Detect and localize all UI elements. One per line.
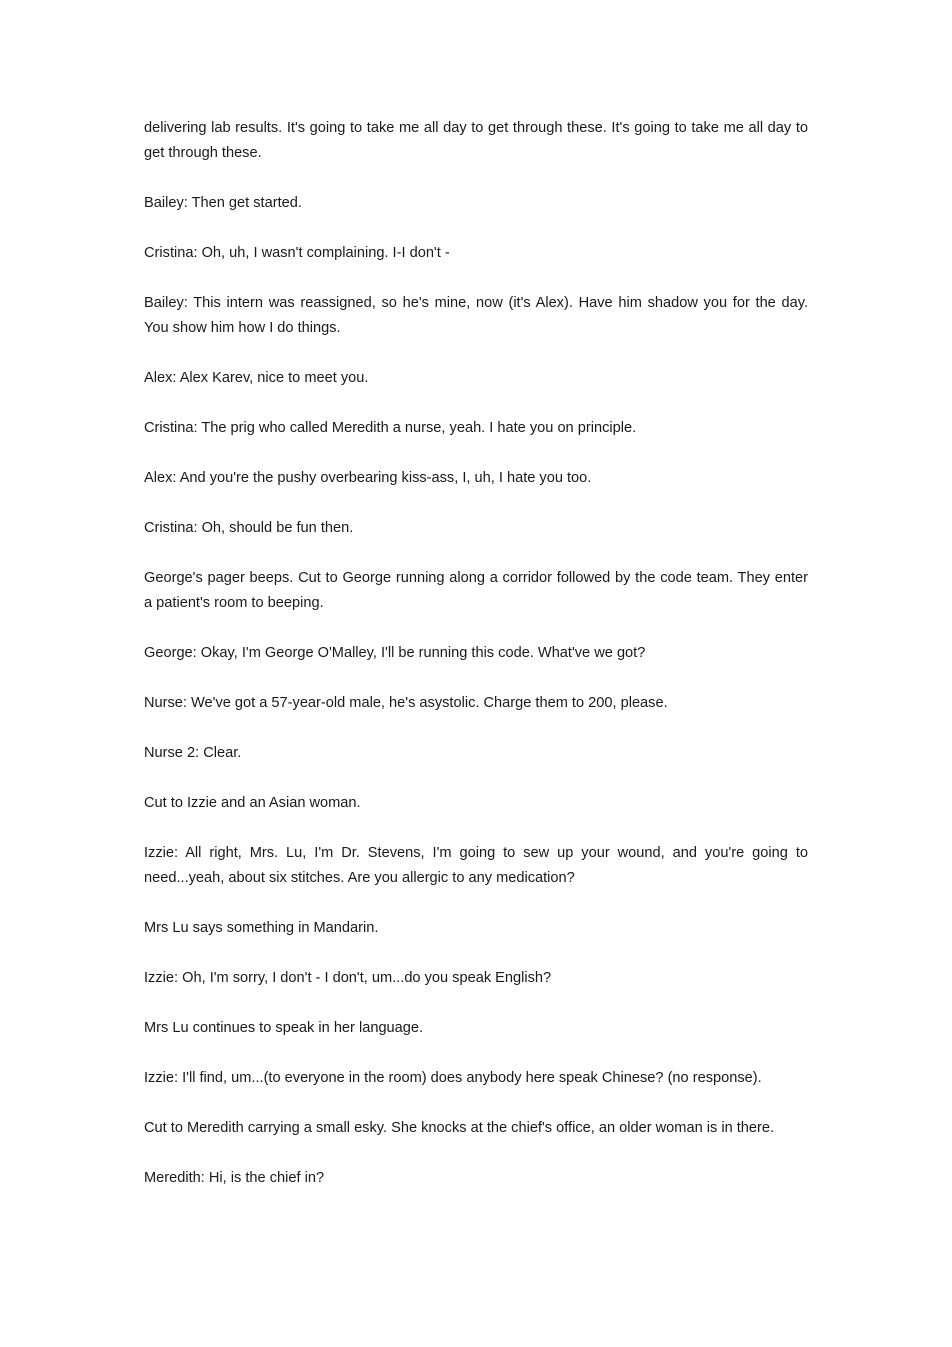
paragraph-cut-meredith: Cut to Meredith carrying a small esky. She knocks at the chief's office, an older woman is in there.	[144, 1120, 775, 1136]
paragraph-alex-pushy: Alex: And you're the pushy overbearing kiss-ass, I, uh, I hate you too.	[144, 470, 592, 486]
paragraph-cristina-prig: Cristina: The prig who called Meredith a nurse, yeah. I hate you on principle.	[144, 420, 637, 436]
paragraph-george-pager: George's pager beeps. Cut to George running along a corridor followed by the code team. They enter a patient's room to beeping.	[144, 570, 808, 611]
paragraph-alex-intro: Alex: Alex Karev, nice to meet you.	[144, 370, 369, 386]
paragraph-cristina-not-complaining: Cristina: Oh, uh, I wasn't complaining. I-I don't -	[144, 245, 450, 261]
paragraph-nurse2-clear: Nurse 2: Clear.	[144, 745, 242, 761]
paragraph-mrs-lu-continues: Mrs Lu continues to speak in her language.	[144, 1020, 424, 1036]
paragraph-bailey-get-started: Bailey: Then get started.	[144, 195, 302, 211]
paragraph-lab-results: delivering lab results. It's going to take me all day to get through these. It's going to take me all day to get through these.	[144, 120, 808, 161]
paragraph-cut-izzie: Cut to Izzie and an Asian woman.	[144, 795, 361, 811]
paragraph-nurse-asystolic: Nurse: We've got a 57-year-old male, he's asystolic. Charge them to 200, please.	[144, 695, 668, 711]
paragraph-mrs-lu-mandarin: Mrs Lu says something in Mandarin.	[144, 920, 379, 936]
paragraph-bailey-intern: Bailey: This intern was reassigned, so he's mine, now (it's Alex). Have him shadow you for the day. You show him how I do things.	[144, 295, 808, 336]
transcript-body	[144, 116, 808, 1216]
paragraph-cristina-fun: Cristina: Oh, should be fun then.	[144, 520, 354, 536]
paragraph-meredith-chief: Meredith: Hi, is the chief in?	[144, 1170, 325, 1186]
paragraph-izzie-stitches: Izzie: All right, Mrs. Lu, I'm Dr. Stevens, I'm going to sew up your wound, and you're going to need...yeah, about six stitches. Are you allergic to any medication?	[144, 845, 808, 886]
paragraph-george-code: George: Okay, I'm George O'Malley, I'll be running this code. What've we got?	[144, 645, 646, 661]
paragraph-izzie-english: Izzie: Oh, I'm sorry, I don't - I don't, um...do you speak English?	[144, 970, 552, 986]
paragraph-izzie-chinese: Izzie: I'll find, um...(to everyone in the room) does anybody here speak Chinese? (no response).	[144, 1070, 762, 1086]
